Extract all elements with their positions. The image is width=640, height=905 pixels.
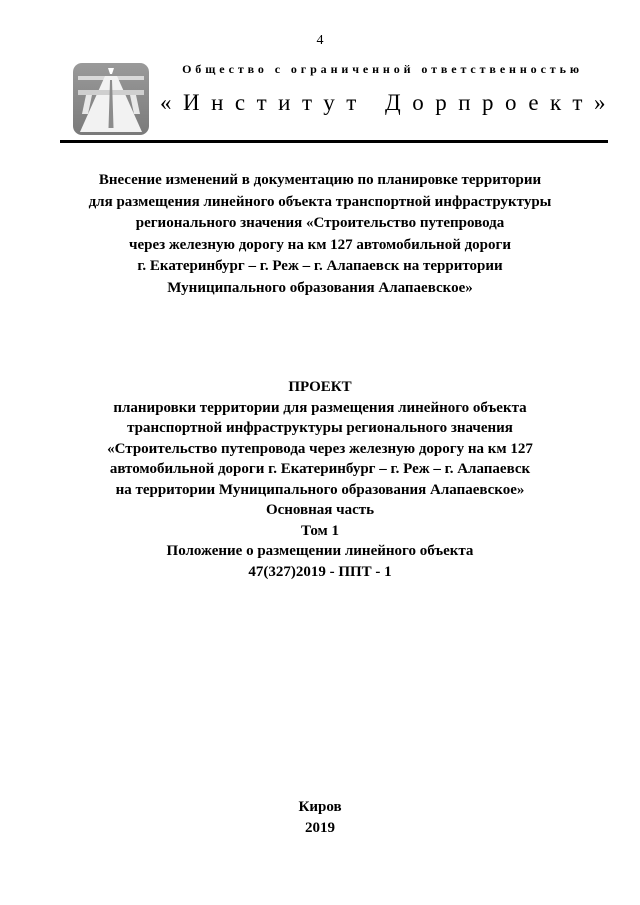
road-highway-logo-icon [72,62,150,136]
project-heading: ПРОЕКТ [288,379,352,395]
project-block [40,377,600,582]
title-line: для размещения линейного объекта транспортной инфраструктуры [88,193,552,210]
footer-year: 2019 [305,820,335,836]
footer-block [40,797,600,839]
project-section: Положение о размещении линейного объекта [166,543,474,559]
project-description-line: автомобильной дороги г. Екатеринбург – г. Реж – г. Алапаевск [109,461,531,477]
title-line: г. Екатеринбург – г. Реж – г. Алапаевск на территории [137,258,503,274]
document-title [40,170,600,299]
project-part: Основная часть [265,502,375,518]
footer-city: Киров [298,799,342,815]
title-line: регионального значения «Строительство путепровода [135,215,505,231]
project-volume: Том 1 [300,522,339,539]
page-number: 4 [316,33,324,48]
project-description-line: планировки территории для размещения линейного объекта [113,399,527,416]
company-name: «Институт Дорпроект» [160,90,617,115]
title-line: через железную дорогу на км 127 автомобильной дороги [129,236,511,253]
project-description-line: на территории Муниципального образования Алапаевское» [115,481,525,498]
project-description-line: транспортной инфраструктуры регионального значения [127,420,513,436]
project-description-line: «Строительство путепровода через железную дорогу на км 127 [107,440,533,457]
title-line: Внесение изменений в документацию по планировке территории [98,172,542,188]
header-divider [60,140,608,143]
company-legal-form: Общество с ограниченной ответственностью [182,62,583,76]
project-code: 47(327)2019 - ППТ - 1 [248,563,392,580]
title-line: Муниципального образования Алапаевское» [167,279,473,296]
